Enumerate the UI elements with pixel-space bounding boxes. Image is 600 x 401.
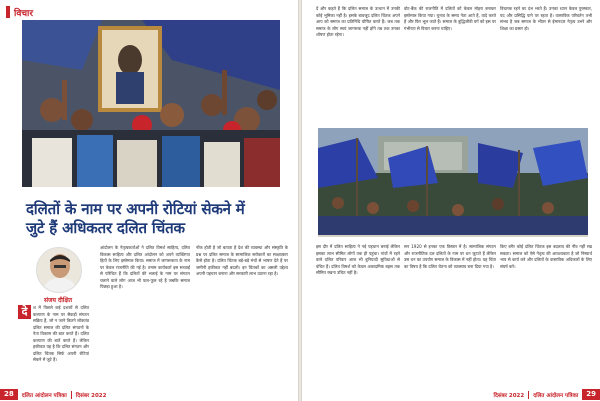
left-column-3: नोंक होती है जो बताता है देश की व्यवस्था और संस्कृति के प्रश्न पर दलित समाज के सामाजिक सरोकारों का साक्षात्कार कैसे होता है। दलित चिंतक बड़े-बड़े मंचों से भाषण देते हैं पर जमीनी हकीकत नहीं बदली। इन चिंतकों का असली उद्देश्य अपनी पहचान बनाना और सरकारी लाभ उठाना रहा है।	[196, 245, 288, 276]
left-page	[0, 0, 298, 401]
headline-line-2: जुटे हैं अधिकतर दलित चिंतक	[26, 219, 185, 237]
photo-caption-bar	[318, 235, 588, 237]
right-column-6: किए बगैर कोई दलित चिंतक इस बदलाव की नींव नहीं रख सकता। समाज को ऐसे नेतृत्व की आवश्यकता है जो निस्वार्थ भाव से कार्य करे और दलितों के वास्तविक अधिकारों के लिए संघर्ष करे।	[500, 244, 592, 269]
right-magazine-name: दलित आंदोलन पत्रिका	[533, 392, 579, 399]
left-footer-separator	[71, 391, 72, 399]
section-tag-bar	[6, 6, 10, 18]
left-column-1: श में पिछले कई दशकों से दलित कल्याण के नाम पर सैकड़ों संगठन सक्रिय हैं, जो न जाने कितने लोकतंत्र दलित समाज की दलित संगठनों के नेता विकास की बात करते हैं। दलित कल्याण की बातें करते हैं। लेकिन हकीकत यह है कि दलित संगठन और दलित चिंतक सिर्फ अपनी रोटियां सेकने में जुटे हैं।	[33, 305, 89, 362]
author-avatar-illustration	[37, 248, 82, 293]
rally-photo	[22, 20, 280, 187]
left-issue-date: दिसंबर 2022	[75, 392, 107, 399]
right-issue-date: दिसंबर 2022	[493, 392, 525, 399]
author-name: संजय दीक्षित	[43, 297, 73, 304]
right-column-5: सन 1920 से इनका एक विस्तार में है। सामाजिक संगठन और राजनीतिक दल दलितों के नाम पर धन जुटाते हैं लेकिन उस धन का उपयोग समाज के विकास में नहीं होता। यह चिंता का विषय है कि दलित चेतना को व्यवसाय बना दिया गया है।	[404, 244, 496, 269]
right-column-3: विचारक रहने का दंभ भरते हैं। उनका ध्यान केवल पुरस्कार, पद और प्रसिद्धि पाने पर रहता है। वास्तविक परिवर्तन तभी संभव है जब समाज के भीतर से ईमानदार नेतृत्व उभरे और शिक्षा का प्रसार हो।	[500, 6, 592, 31]
right-footer-separator	[528, 391, 529, 399]
protest-photo-illustration	[318, 128, 588, 235]
right-column-4: इस दौर में दलित साहित्य ने नई पहचान बनाई लेकिन इसका लाभ सीमित लोगों तक ही पहुंचा। गांवों में रहने वाले दलित परिवार आज भी बुनियादी सुविधाओं से वंचित हैं। दलित विमर्श को केवल अकादमिक बहस तक सीमित रखना उचित नहीं है।	[316, 244, 400, 275]
author-photo	[36, 247, 82, 293]
right-footer	[302, 388, 600, 401]
left-column-2: आंदोलन के नेतृत्वकर्ताओं ने दलित विमर्श साहित्य, दलित विकास साहित्य और दलित आंदोलन को अपने व्यक्तिगत हितों के लिए इस्तेमाल किया। समाज में जागरूकता के नाम पर केवल राजनीति की गई है। तमाम कार्यकर्ता इस सच्चाई से परिचित हैं कि दलितों की भलाई के नाम पर संगठन चलाने वाले लोग आज भी फल-फूल रहे हैं जबकि समाज पिछड़ा हुआ है।	[100, 245, 190, 289]
left-page-number: 28	[0, 389, 18, 400]
right-column-1: दें और कहते हैं कि दलित समाज के उत्थान में उनकी कोई भूमिका नहीं है। इसके बावजूद दलित चिंतक अपने आप को समाज का प्रतिनिधि घोषित करते हैं। जब तक समाज के लोग स्वयं जागरूक नहीं होंगे तब तक उनका शोषण होता रहेगा।	[316, 6, 400, 37]
section-label: विचार	[14, 8, 34, 19]
left-footer	[0, 388, 298, 401]
protest-photo	[318, 128, 588, 235]
drop-cap: दे	[18, 305, 31, 319]
rally-photo-illustration	[22, 20, 280, 187]
article-headline	[26, 200, 288, 238]
headline-line-1: दलितों के नाम पर अपनी रोटियां सेकने में	[26, 200, 245, 218]
left-magazine-name: दलित आंदोलन पत्रिका	[21, 392, 67, 399]
section-tag	[6, 5, 33, 19]
right-column-2: वोट-बैंक की राजनीति में दलितों को केवल मोहरा बनाकर इस्तेमाल किया गया। चुनाव के समय नेता आते हैं, वादे करते हैं और फिर भूल जाते हैं। समाज के बुद्धिजीवी वर्ग को इस पर गंभीरता से विचार करना चाहिए।	[404, 6, 496, 31]
right-page-number: 29	[582, 389, 600, 400]
